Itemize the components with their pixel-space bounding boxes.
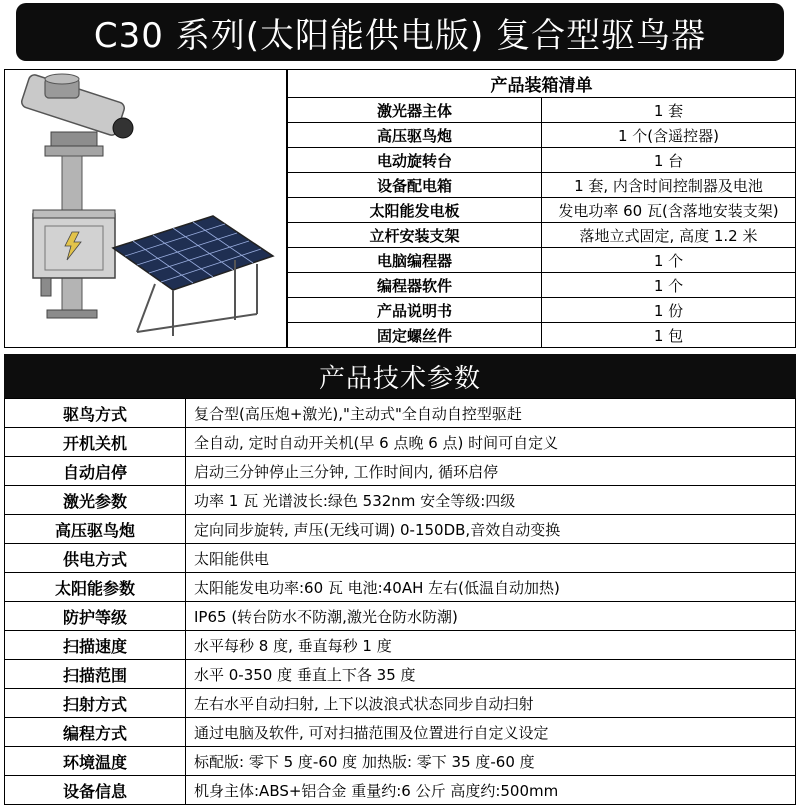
item-name: 固定螺丝件 [288,323,542,348]
table-row [5,689,796,718]
item-qty: 1 套, 内含时间控制器及电池 [542,173,796,198]
table-row [288,148,796,173]
specs-header: 产品技术参数 [4,354,796,398]
table-row [5,428,796,457]
spec-label: 扫描范围 [5,660,186,689]
item-qty: 1 个 [542,273,796,298]
table-row [5,457,796,486]
table-row [5,776,796,805]
item-name: 高压驱鸟炮 [288,123,542,148]
item-qty: 1 个 [542,248,796,273]
spec-value: 水平 0-350 度 垂直上下各 35 度 [186,660,796,689]
spec-value: 启动三分钟停止三分钟, 工作时间内, 循环启停 [186,457,796,486]
spec-label: 环境温度 [5,747,186,776]
table-row [5,399,796,428]
spec-label: 驱鸟方式 [5,399,186,428]
packing-list-header-row [288,70,796,98]
table-row [288,123,796,148]
item-name: 电动旋转台 [288,148,542,173]
spec-value: 功率 1 瓦 光谱波长:绿色 532nm 安全等级:四级 [186,486,796,515]
spec-value: 机身主体:ABS+铝合金 重量约:6 公斤 高度约:500mm [186,776,796,805]
item-qty: 1 套 [542,98,796,123]
table-row [5,747,796,776]
table-row [288,323,796,348]
item-name: 编程器软件 [288,273,542,298]
table-row [288,248,796,273]
bird-repeller-illustration [5,70,286,347]
spec-value: 全自动, 定时自动开关机(早 6 点晚 6 点) 时间可自定义 [186,428,796,457]
item-name: 激光器主体 [288,98,542,123]
spec-value: 定向同步旋转, 声压(无线可调) 0-150DB,音效自动变换 [186,515,796,544]
spec-value: 太阳能发电功率:60 瓦 电池:40AH 左右(低温自动加热) [186,573,796,602]
item-name: 电脑编程器 [288,248,542,273]
spec-label: 太阳能参数 [5,573,186,602]
item-qty: 1 个(含遥控器) [542,123,796,148]
table-row [288,173,796,198]
table-row [288,273,796,298]
item-name: 太阳能发电板 [288,198,542,223]
item-name: 立杆安装支架 [288,223,542,248]
packing-list-header: 产品装箱清单 [288,70,796,98]
spec-label: 高压驱鸟炮 [5,515,186,544]
table-row [288,198,796,223]
spec-label: 激光参数 [5,486,186,515]
spec-value: IP65 (转台防水不防潮,激光仓防水防潮) [186,602,796,631]
item-qty: 1 包 [542,323,796,348]
spec-label: 开机关机 [5,428,186,457]
table-row [5,631,796,660]
spec-label: 设备信息 [5,776,186,805]
spec-value: 左右水平自动扫射, 上下以波浪式状态同步自动扫射 [186,689,796,718]
item-qty: 1 份 [542,298,796,323]
table-row [5,544,796,573]
item-name: 设备配电箱 [288,173,542,198]
item-name: 产品说明书 [288,298,542,323]
table-row [5,515,796,544]
table-row [5,660,796,689]
table-row [288,98,796,123]
spec-label: 编程方式 [5,718,186,747]
packing-list-table [287,69,796,348]
spec-value: 通过电脑及软件, 可对扫描范围及位置进行自定义设定 [186,718,796,747]
table-row [288,223,796,248]
spec-value: 太阳能供电 [186,544,796,573]
table-row [5,486,796,515]
specs-table [4,398,796,805]
table-row [288,298,796,323]
page-title: C30 系列(太阳能供电版) 复合型驱鸟器 [16,3,784,61]
item-qty: 落地立式固定, 高度 1.2 米 [542,223,796,248]
table-row [5,573,796,602]
table-row [5,602,796,631]
item-qty: 1 台 [542,148,796,173]
spec-label: 防护等级 [5,602,186,631]
item-qty: 发电功率 60 瓦(含落地安装支架) [542,198,796,223]
table-row [5,718,796,747]
spec-value: 复合型(高压炮+激光),"主动式"全自动自控型驱赶 [186,399,796,428]
spec-value: 标配版: 零下 5 度-60 度 加热版: 零下 35 度-60 度 [186,747,796,776]
spec-label: 供电方式 [5,544,186,573]
spec-value: 水平每秒 8 度, 垂直每秒 1 度 [186,631,796,660]
product-photo [4,69,287,348]
spec-label: 自动启停 [5,457,186,486]
spec-label: 扫描速度 [5,631,186,660]
spec-label: 扫射方式 [5,689,186,718]
